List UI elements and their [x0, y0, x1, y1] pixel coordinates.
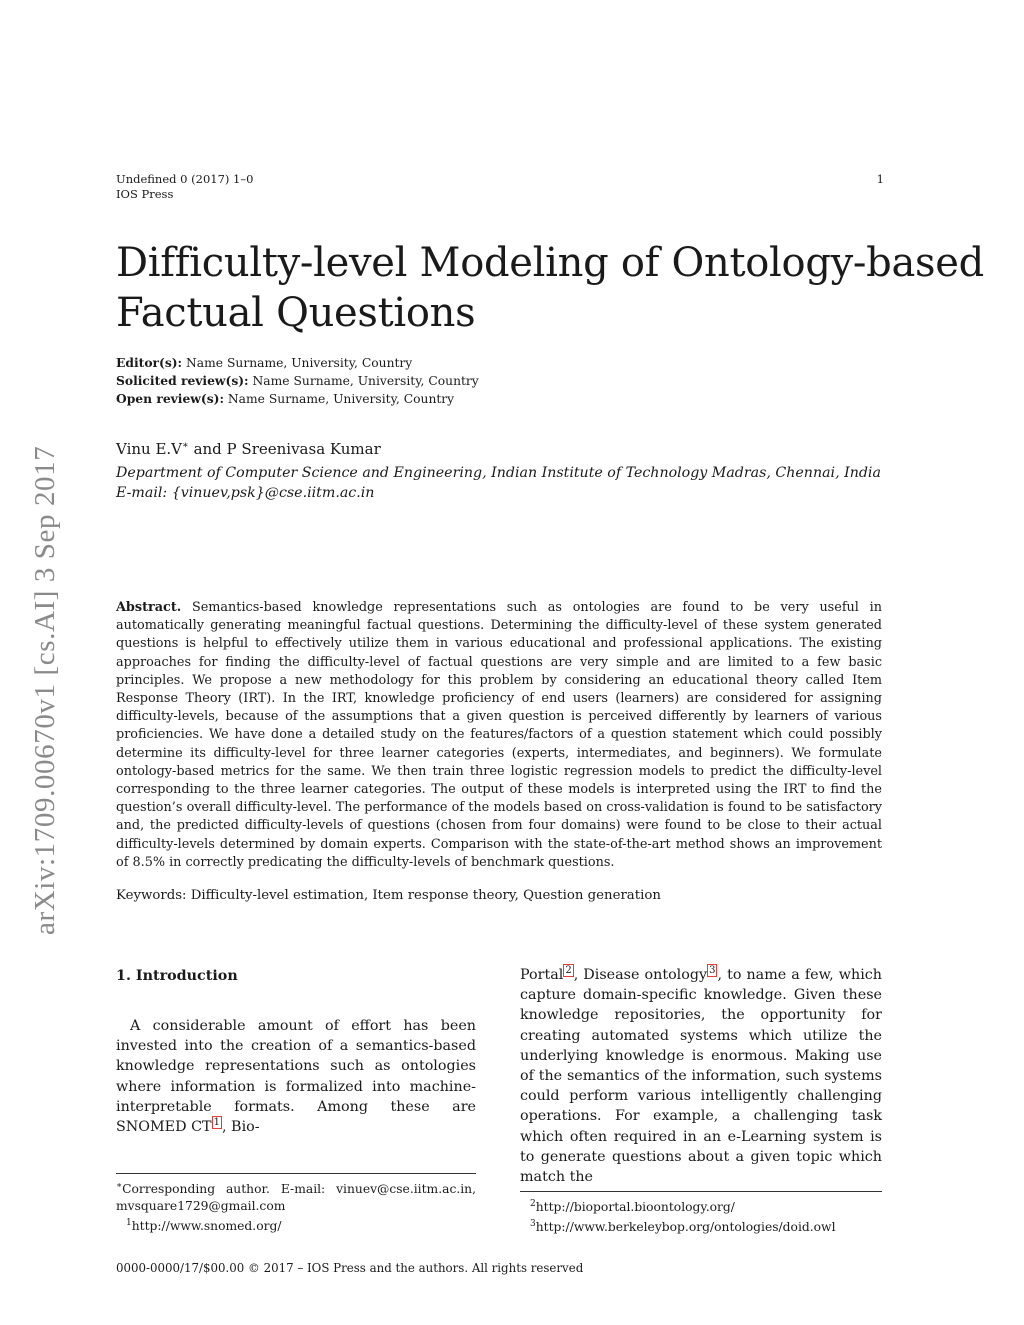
footnote-ref-1[interactable]: 1 [213, 1117, 220, 1129]
journal-header [116, 172, 416, 202]
author-names: Vinu E.V∗ and P Sreenivasa Kumar [116, 440, 381, 458]
abstract [116, 599, 882, 872]
footnote-2: $^2$http://bioportal.bioontology.org/ [530, 1199, 735, 1215]
footnote-ref-3[interactable]: 3 [709, 965, 716, 977]
copyright-line: 0000-0000/17/$00.00 © 2017 – IOS Press and the authors. All rights reserved [116, 1261, 584, 1275]
corresponding-mark: ∗ [182, 440, 189, 451]
editor-line: Editor(s): Name Surname, University, Country [116, 355, 413, 370]
footnote-3-url[interactable]: http://www.berkeleybop.org/ontologies/doid.owl [535, 1220, 836, 1235]
review-info [116, 354, 816, 408]
footnote-1-url[interactable]: http://www.snomed.org/ [131, 1219, 282, 1234]
footnote-corresponding: ∗Corresponding author. E-mail: vinuev@cse.iitm.ac.in, mvsquare1729@gmail.com [116, 1181, 476, 1214]
footnote-ref-2[interactable]: 2 [565, 965, 572, 977]
journal-line: Undefined 0 (2017) 1–0 [116, 172, 254, 186]
intro-paragraph-left: A considerable amount of effort has been invested into the creation of a semantics-based knowledge representations such as ontologies where information is formalized into machine-interpretable formats. Among these are SNOMED CT $^1$ , Bio- [116, 1018, 476, 1136]
solicited-review-line: Solicited review(s): Name Surname, University, Country [116, 373, 479, 388]
footnotes-right [530, 1196, 882, 1236]
arxiv-id[interactable]: arXiv:1709.00670v1 [cs.AI] 3 Sep 2017 [29, 445, 61, 935]
title-line-2: Factual Questions [116, 290, 476, 336]
affiliation-block [116, 463, 882, 503]
footnote-2-url[interactable]: http://bioportal.bioontology.org/ [535, 1200, 735, 1215]
footnote-rule-right [520, 1191, 882, 1192]
affiliation: Department of Computer Science and Engineering, Indian Institute of Technology Madras, Chennai, India [116, 465, 881, 481]
abstract-text: Semantics-based knowledge representations such as ontologies are found to be very useful in automatically generating meaningful factual questions. Determining the difficulty-level of these system generated questions is helpful to effectively utilize them in various educational and professional applications. The existing approaches for finding the difficulty-level of factual questions are very simple and are limited to a few basic principles. We propose a new methodology for this problem by considering an educational theory called Item Response Theory (IRT). In the IRT, knowledge proficiency of end users (learners) are considered for assigning difficulty-levels, because of the assumptions that a given question is perceived differently by learners of various proficiencies. We have done a detailed study on the features/factors of a question statement which could possibly determine its difficulty-level for three learner categories (experts, intermediates, and beginners). We formulate ontology-based metrics for the same. We then train three logistic regression models to predict the difficulty-level corresponding to the three learner categories. The output of these models is interpreted using the IRT to find the question’s overall difficulty-level. The performance of the models based on cross-validation is found to be satisfactory and, the predicted difficulty-levels of questions (chosen from four domains) were found to be close to their actual difficulty-levels determined by domain experts. Comparison with the state-of-the-art method shows an improvement of 8.5% in correctly predicating the difficulty-levels of benchmark questions. [116, 600, 882, 870]
open-review-line: Open review(s): Name Surname, University, Country [116, 391, 455, 406]
footnote-3: $^3$http://www.berkeleybop.org/ontologies/doid.owl [530, 1219, 836, 1235]
footnotes-left [116, 1178, 476, 1235]
title-line-1: Difficulty-level Modeling of Ontology-based [116, 240, 984, 286]
keywords: Keywords: Difficulty-level estimation, Item response theory, Question generation [116, 888, 661, 903]
footnote-1: $^1$http://www.snomed.org/ [126, 1218, 282, 1234]
publisher: IOS Press [116, 187, 174, 201]
author-email: E-mail: {vinuev,psk}@cse.iitm.ac.in [116, 485, 375, 501]
section-heading-introduction: 1. Introduction [116, 968, 238, 984]
footnote-rule-left [116, 1173, 476, 1174]
arxiv-stamp [18, 375, 78, 935]
intro-paragraph-right: Portal $^2$ , Disease ontology $^3$ , to name a few, which capture domain-specific knowledge. Given these knowledge repositories, the opportunity for creating automated systems which utilize the underlying knowledge is enormous. Making use of the semantics of the information, such systems could perform various intelligently challenging operations. For example, a challenging task which often required in an e-Learning system is to generate questions about a given topic which match the [520, 965, 882, 1186]
paper-title [116, 238, 984, 338]
abstract-label: Abstract. [116, 600, 182, 615]
page-number: 1 [876, 172, 884, 186]
